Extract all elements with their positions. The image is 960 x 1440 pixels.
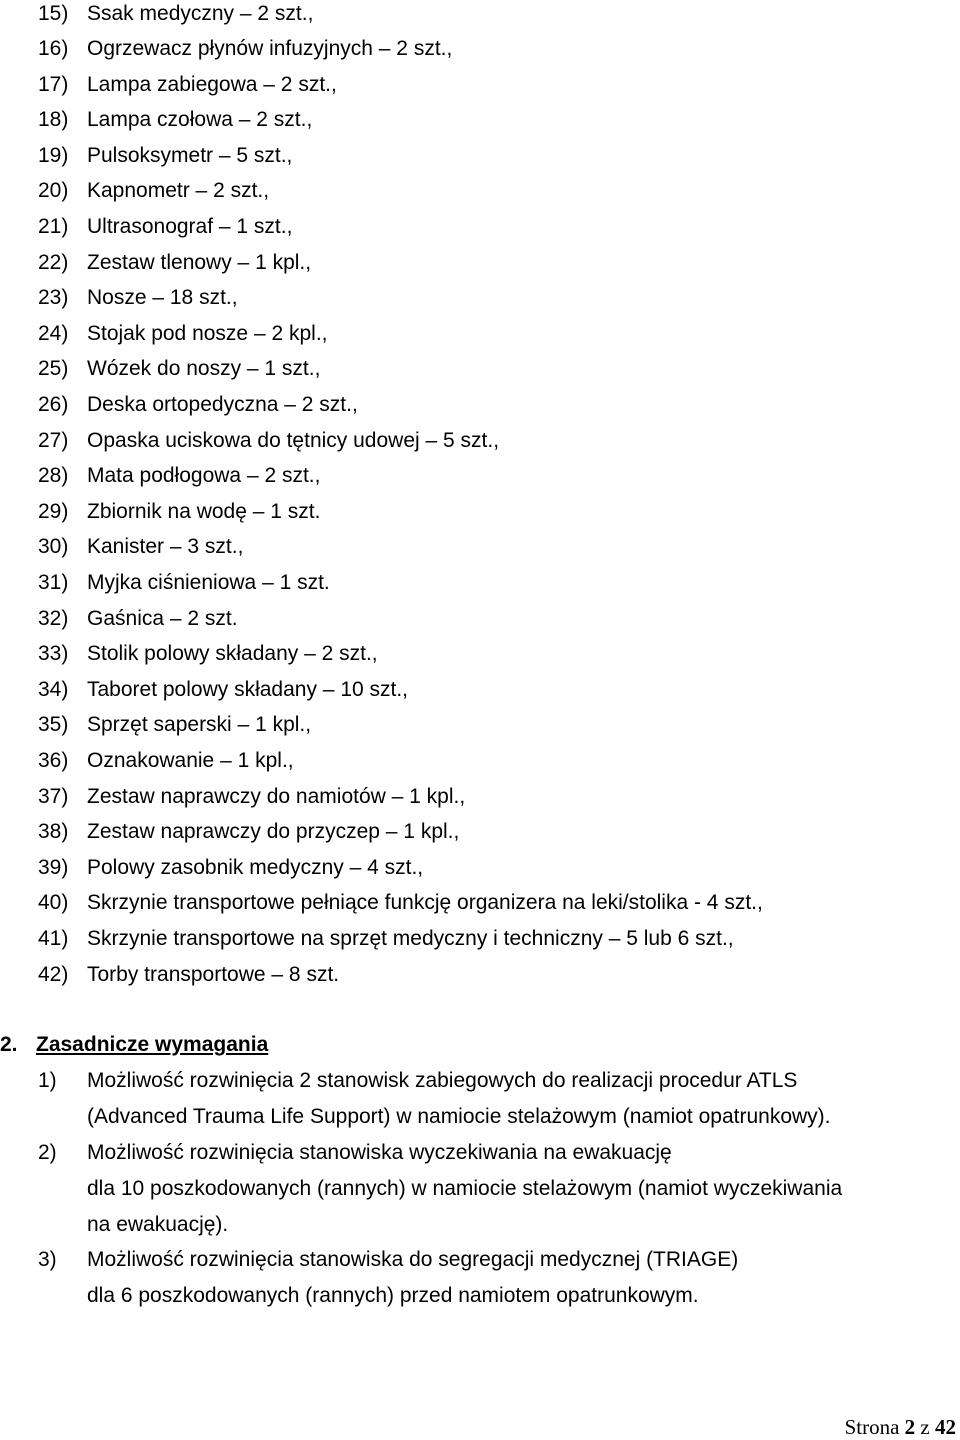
list-item xyxy=(38,72,337,108)
list-item xyxy=(38,570,330,606)
item-text: Myjka ciśnieniowa – 1 szt. xyxy=(87,571,330,594)
requirement-line: Możliwość rozwinięcia 2 stanowisk zabiegowych do realizacji procedur ATLS xyxy=(87,1069,798,1092)
list-item xyxy=(38,285,238,321)
list-item xyxy=(38,712,311,748)
section-number: 2. xyxy=(0,1033,18,1056)
item-text: Taboret polowy składany – 10 szt., xyxy=(87,678,409,701)
requirement-line: na ewakuację). xyxy=(87,1213,229,1236)
list-item xyxy=(38,784,465,820)
item-text: Kapnometr – 2 szt., xyxy=(87,179,270,202)
item-number: 27) xyxy=(38,429,69,452)
item-number: 37) xyxy=(38,785,69,808)
list-item xyxy=(38,178,269,214)
list-item xyxy=(38,321,328,357)
item-number: 31) xyxy=(38,571,69,594)
item-number: 38) xyxy=(38,820,69,843)
item-text: Skrzynie transportowe pełniące funkcję organizera na leki/stolika - 4 szt., xyxy=(87,891,763,914)
list-item xyxy=(38,641,378,677)
item-number: 41) xyxy=(38,927,69,950)
item-number: 36) xyxy=(38,749,69,772)
item-text: Pulsoksymetr – 5 szt., xyxy=(87,144,293,167)
item-text: Sprzęt saperski – 1 kpl., xyxy=(87,713,312,736)
requirement-number: 3) xyxy=(38,1248,57,1271)
item-number: 24) xyxy=(38,322,69,345)
section-title: Zasadnicze wymagania xyxy=(36,1033,269,1056)
list-item xyxy=(38,107,312,143)
item-number: 33) xyxy=(38,642,69,665)
list-item xyxy=(38,214,292,250)
item-number: 15) xyxy=(38,2,69,25)
item-text: Opaska uciskowa do tętnicy udowej – 5 szt., xyxy=(87,429,500,452)
section-heading xyxy=(0,1032,268,1058)
list-item xyxy=(38,748,294,784)
footer-separator: z xyxy=(920,1415,930,1439)
item-number: 16) xyxy=(38,37,69,60)
list-item xyxy=(38,1,313,37)
requirement-item xyxy=(38,1242,958,1314)
requirement-number: 2) xyxy=(38,1141,57,1164)
item-text: Ogrzewacz płynów infuzyjnych – 2 szt., xyxy=(87,37,453,60)
item-number: 21) xyxy=(38,215,69,238)
list-item xyxy=(38,499,320,535)
list-item xyxy=(38,606,238,642)
requirement-item xyxy=(38,1135,958,1243)
list-item xyxy=(38,855,423,891)
item-text: Stojak pod nosze – 2 kpl., xyxy=(87,322,328,345)
requirement-line: dla 10 poszkodowanych (rannych) w namiocie stelażowym (namiot wyczekiwania xyxy=(87,1177,843,1200)
item-text: Kanister – 3 szt., xyxy=(87,535,244,558)
requirement-line: dla 6 poszkodowanych (rannych) przed namiotem opatrunkowym. xyxy=(87,1284,699,1307)
list-item xyxy=(38,534,243,570)
item-number: 34) xyxy=(38,678,69,701)
item-text: Gaśnica – 2 szt. xyxy=(87,607,238,630)
item-text: Zestaw tlenowy – 1 kpl., xyxy=(87,251,312,274)
requirement-line: Możliwość rozwinięcia stanowiska do segregacji medycznej (TRIAGE) xyxy=(87,1248,739,1271)
list-item xyxy=(38,36,452,72)
item-number: 20) xyxy=(38,179,69,202)
footer-page-number: 2 xyxy=(904,1415,916,1439)
item-text: Wózek do noszy – 1 szt., xyxy=(87,357,321,380)
item-text: Mata podłogowa – 2 szt., xyxy=(87,464,321,487)
item-number: 18) xyxy=(38,108,69,131)
requirement-line: Możliwość rozwinięcia stanowiska wyczekiwania na ewakuację xyxy=(87,1141,672,1164)
item-number: 23) xyxy=(38,286,69,309)
item-number: 29) xyxy=(38,500,69,523)
item-text: Skrzynie transportowe na sprzęt medyczny i techniczny – 5 lub 6 szt., xyxy=(87,927,734,950)
requirement-number: 1) xyxy=(38,1069,57,1092)
item-text: Lampa czołowa – 2 szt., xyxy=(87,108,313,131)
item-number: 19) xyxy=(38,144,69,167)
item-text: Torby transportowe – 8 szt. xyxy=(87,963,340,986)
item-number: 39) xyxy=(38,856,69,879)
item-text: Deska ortopedyczna – 2 szt., xyxy=(87,393,358,416)
list-item xyxy=(38,890,763,926)
item-number: 32) xyxy=(38,607,69,630)
footer-total-pages: 42 xyxy=(935,1415,956,1439)
item-text: Lampa zabiegowa – 2 szt., xyxy=(87,73,337,96)
footer-label: Strona xyxy=(844,1415,900,1439)
list-item xyxy=(38,463,320,499)
item-number: 17) xyxy=(38,73,69,96)
list-item xyxy=(38,143,292,179)
item-text: Nosze – 18 szt., xyxy=(87,286,238,309)
item-number: 42) xyxy=(38,963,69,986)
list-item xyxy=(38,356,320,392)
item-text: Ssak medyczny – 2 szt., xyxy=(87,2,314,25)
item-text: Oznakowanie – 1 kpl., xyxy=(87,749,294,772)
list-item xyxy=(38,392,358,428)
list-item xyxy=(38,677,408,713)
item-text: Ultrasonograf – 1 szt., xyxy=(87,215,293,238)
item-number: 30) xyxy=(38,535,69,558)
item-text: Polowy zasobnik medyczny – 4 szt., xyxy=(87,856,424,879)
item-number: 40) xyxy=(38,891,69,914)
item-text: Stolik polowy składany – 2 szt., xyxy=(87,642,378,665)
item-number: 26) xyxy=(38,393,69,416)
list-item xyxy=(38,428,499,464)
item-number: 22) xyxy=(38,251,69,274)
item-number: 28) xyxy=(38,464,69,487)
requirement-item xyxy=(38,1063,958,1135)
item-text: Zestaw naprawczy do przyczep – 1 kpl., xyxy=(87,820,460,843)
list-item xyxy=(38,819,459,855)
item-number: 25) xyxy=(38,357,69,380)
page-footer xyxy=(845,1414,956,1440)
list-item xyxy=(38,962,339,998)
requirement-line: (Advanced Trauma Life Support) w namiocie stelażowym (namiot opatrunkowy). xyxy=(87,1105,831,1128)
list-item xyxy=(38,926,734,962)
item-text: Zestaw naprawczy do namiotów – 1 kpl., xyxy=(87,785,466,808)
item-number: 35) xyxy=(38,713,69,736)
item-text: Zbiornik na wodę – 1 szt. xyxy=(87,500,321,523)
list-item xyxy=(38,250,311,286)
